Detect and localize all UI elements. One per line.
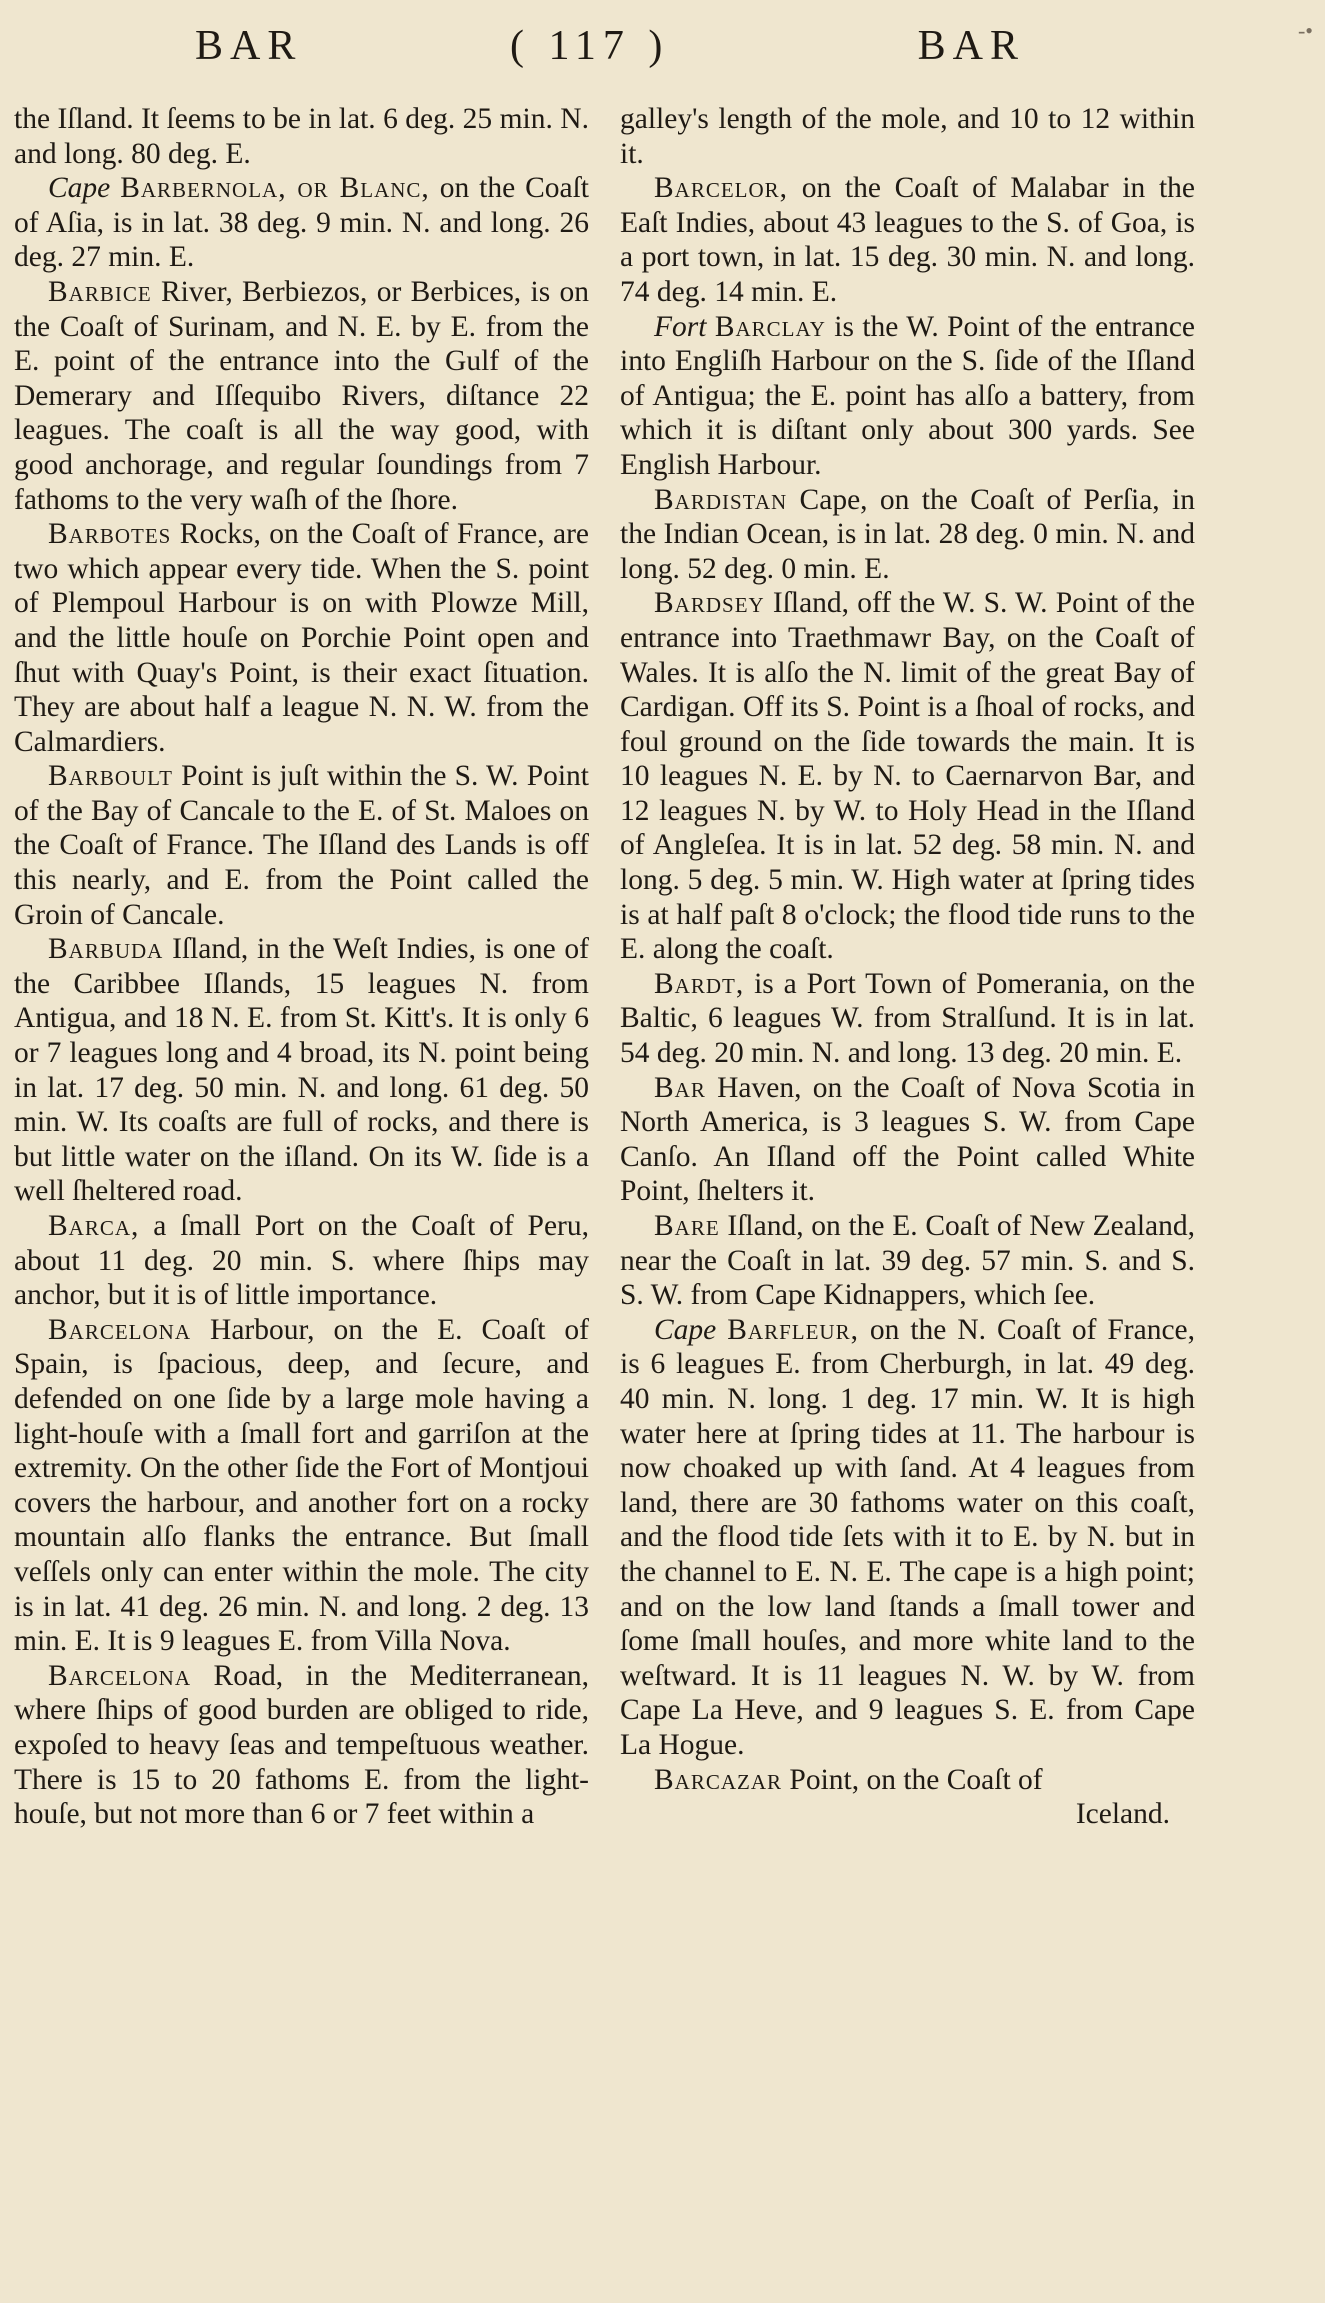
left-column — [14, 102, 589, 1832]
gazetteer-entry — [620, 171, 1195, 309]
gazetteer-entry — [14, 171, 589, 275]
gazetteer-entry — [14, 1209, 589, 1313]
running-header — [195, 22, 1025, 82]
entry-text: Point, on the Coaſt of — [782, 1763, 1043, 1796]
entry-headword: Barfleur, — [727, 1313, 859, 1346]
entry-headword: Bardt, — [654, 967, 745, 1000]
gazetteer-entry — [620, 483, 1195, 587]
entry-text: Harbour, on the E. Coaſt of Spain, is ſpacious, deep, and ſecure, and defended on one ſide by a large mole having a light-houſe with a ſmall fort and garriſon at the extremity. On the other ſide the Fort of Montjoui covers the harbour, and another fort on a rocky mountain alſo flanks the entrance. But ſmall veſſels only can enter within the mole. The city is in lat. 41 deg. 26 min. N. and long. 2 deg. 13 min. E. It is 9 leagues E. from Villa Nova. — [14, 1313, 589, 1658]
right-column — [620, 102, 1195, 1832]
continued-text — [14, 102, 589, 171]
gazetteer-entry — [620, 1763, 1195, 1798]
entry-prefix: Fort — [654, 310, 707, 343]
gazetteer-entry — [14, 275, 589, 517]
gazetteer-entry — [620, 1209, 1195, 1313]
entry-headword: Barcelor, — [654, 172, 789, 205]
entry-headword: Barca, — [48, 1210, 140, 1242]
entry-headword: Barbice — [48, 275, 152, 308]
entry-text: Road, in the Mediterranean, where ſhips of good burden are obliged to ride, expoſed to heavy ſeas and tempeſtuous weather. There is 15 to 20 fathoms E. from the light-houſe, but not more than 6 or 7 feet within a — [14, 1659, 589, 1831]
entry-headword: Barbotes — [48, 518, 172, 551]
entry-text: Iceland. — [1075, 1798, 1170, 1831]
entry-text: on the N. Coaſt of France, is 6 leagues E. from Cherburgh, in lat. 49 deg. 40 min. N. long. 1 deg. 17 min. W. It is high water here at ſpring tides at 11. The harbour is now choaked up with ſand. At 4 leagues from land, there are 30 fathoms water on this coaſt, and the flood tide ſets with it to E. by N. but in the channel to E. N. E. The cape is a high point; and on the low land ſtands a ſmall tower and ſome ſmall houſes, and more white land to the weſtward. It is 11 leagues N. W. by W. from Cape La Heve, and 9 leagues S. E. from Cape La Hogue. — [620, 1313, 1196, 1761]
gazetteer-entry — [620, 967, 1195, 1071]
gazetteer-entry — [620, 1313, 1195, 1763]
entry-headword: Bardsey — [654, 587, 765, 620]
entry-text: Point is juſt within the S. W. Point of the Bay of Cancale to the E. of St. Maloes on the Coaſt of France. The Iſland des Lands is off this nearly, and E. from the Point called the Groin of Cancale. — [14, 760, 589, 931]
entry-headword: Barcazar — [654, 1763, 783, 1796]
entry-text: is a Port Town of Pomerania, on the Baltic, 6 leagues W. from Stralſund. It is in lat. 54 deg. 20 min. N. and long. 13 deg. 20 min. E. — [620, 967, 1195, 1070]
gazetteer-entry — [14, 759, 589, 932]
header-left-word: BAR — [195, 23, 303, 69]
entry-headword: Barclay — [714, 310, 826, 343]
page-number: ( 117 ) — [510, 23, 670, 69]
gazetteer-entry — [14, 1313, 589, 1659]
entry-headword: Barbernola, or Blanc, — [120, 172, 430, 205]
entry-text: Iſland, on the E. Coaſt of New Zealand, near the Coaſt in lat. 39 deg. 57 min. S. and S. S. W. from Cape Kidnappers, which ſee. — [620, 1210, 1195, 1312]
entry-headword: Barbuda — [48, 933, 164, 966]
entry-headword: Bar — [654, 1071, 706, 1104]
corner-mark: -• — [1297, 18, 1313, 43]
entry-prefix: Cape — [48, 172, 111, 205]
gazetteer-entry — [14, 932, 589, 1209]
entry-headword: Barboult — [48, 760, 173, 793]
entry-text: River, Berbiezos, or Berbices, is on the Coaſt of Surinam, and N. E. by E. from the E. point of the entrance into the Gulf of the Demerary and Iſſequibo Rivers, diſtance 22 leagues. The coaſt is all the way good, with good anchorage, and regular ſoundings from 7 fathoms to the very waſh of the ſhore. — [14, 275, 589, 516]
entry-headword: Barcelona — [48, 1659, 192, 1692]
entry-text: Cape, on the Coaſt of Perſia, in the Indian Ocean, is in lat. 28 deg. 0 min. N. and long. 52 deg. 0 min. E. — [620, 483, 1195, 585]
entry-text: on the Coaſt of Malabar in the Eaſt Indies, about 43 leagues to the S. of Goa, is a port town, in lat. 15 deg. 30 min. N. and long. 74 deg. 14 min. E. — [620, 172, 1195, 308]
entry-text: Iſland, in the Weſt Indies, is one of the Caribbee Iſlands, 15 leagues N. from Antigua, and 18 N. E. from St. Kitt's. It is only 6 or 7 leagues long and 4 broad, its N. point being in lat. 17 deg. 50 min. N. and long. 61 deg. 50 min. W. Its coaſts are full of rocks, and there is but little water on the iſland. On its W. ſide is a well ſheltered road. — [14, 933, 589, 1208]
entry-text: is the W. Point of the entrance into Engliſh Harbour on the S. ſide of the Iſland of Antigua; the E. point has alſo a battery, from which it is diſtant only about 300 yards. See English Harbour. — [620, 310, 1196, 481]
entry-text: Haven, on the Coaſt of Nova Scotia in North America, is 3 leagues S. W. from Cape Canſo. An Iſland off the Point called White Point, ſhelters it. — [620, 1071, 1195, 1208]
gazetteer-entry — [620, 310, 1195, 483]
continued-text — [620, 102, 1195, 171]
entry-text: Rocks, on the Coaſt of France, are two which appear every tide. When the S. point of Plempoul Harbour is on with Plowze Mill, and the little houſe on Porchie Point open and ſhut with Quay's Point, is their exact ſituation. They are about half a league N. N. W. from the Calmardiers. — [14, 518, 589, 758]
entry-headword: Barcelona — [48, 1313, 192, 1346]
entry-text: a ſmall Port on the Coaſt of Peru, about 11 deg. 20 min. S. where ſhips may anchor, but it is of little importance. — [14, 1210, 589, 1312]
entry-text: Iſland, off the W. S. W. Point of the entrance into Traethmawr Bay, on the Coaſt of Wales. It is alſo the N. limit of the great Bay of Cardigan. Off its S. Point is a ſhoal of rocks, and foul ground on the ſide towards the main. It is 10 leagues N. E. by N. to Caernarvon Bar, and 12 leagues N. by W. to Holy Head in the Iſland of Angleſea. It is in lat. 52 deg. 58 min. N. and long. 5 deg. 5 min. W. High water at ſpring tides is at half paſt 8 o'clock; the flood tide runs to the E. along the coaſt. — [620, 587, 1195, 966]
entry-text: on the Coaſt of Aſia, is in lat. 38 deg. 9 min. N. and long. 26 deg. 27 min. E. — [14, 172, 590, 274]
entry-text: the Iſland. It ſeems to be in lat. 6 deg. 25 min. N. and long. 80 deg. E. — [14, 103, 589, 170]
gazetteer-entry — [14, 1659, 589, 1832]
catchword-line — [620, 1797, 1195, 1832]
entry-headword: Bare — [654, 1210, 720, 1242]
entry-text: galley's length of the mole, and 10 to 12 within it. — [620, 103, 1195, 170]
header-right-word: BAR — [917, 23, 1025, 69]
entry-headword: Bardistan — [654, 483, 788, 516]
gazetteer-entry — [620, 586, 1195, 967]
entry-prefix: Cape — [654, 1313, 717, 1346]
gazetteer-entry — [620, 1071, 1195, 1209]
gazetteer-entry — [14, 517, 589, 759]
